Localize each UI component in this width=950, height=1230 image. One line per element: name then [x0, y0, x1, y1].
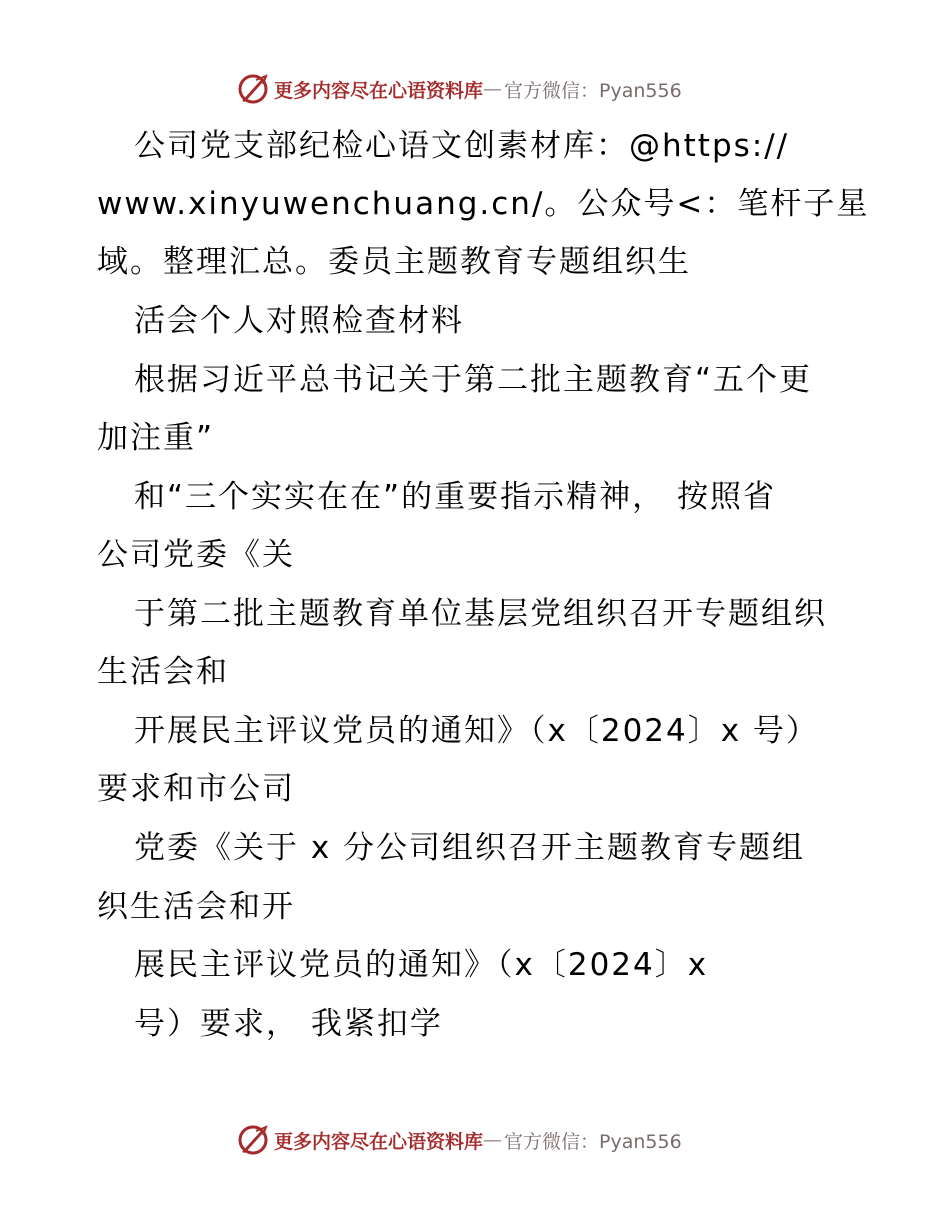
document-line: 公司党支部纪检心语文创素材库：@https://: [134, 128, 790, 164]
document-line: 域。整理汇总。委员主题教育专题组织生: [97, 244, 691, 280]
footer-banner: [236, 1123, 682, 1157]
banner-account-text: 官方微信：Pyan556: [504, 79, 682, 102]
document-line: 活会个人对照检查材料: [134, 303, 464, 339]
document-line: 要求和市公司: [97, 771, 295, 807]
document-line: 织生活会和开: [97, 889, 295, 925]
quill-pen-logo-icon: [236, 1123, 270, 1157]
document-line: www.xinyuwenchuang.cn/。公众号<：笔杆子星: [97, 186, 870, 222]
banner-main-text: 更多内容尽在心语资料库: [274, 1130, 484, 1153]
document-line: 根据习近平总书记关于第二批主题教育“五个更: [134, 362, 813, 398]
document-line: 和“三个实实在在”的重要指示精神， 按照省: [134, 479, 776, 515]
document-line: 生活会和: [97, 654, 229, 690]
document-line: 开展民主评议党员的通知》（x〔2024〕x 号）: [134, 713, 819, 749]
document-line: 加注重”: [97, 420, 215, 456]
document-line: 号）要求， 我紧扣学: [134, 1006, 443, 1042]
document-line: 公司党委《关: [97, 537, 295, 573]
banner-separator: —: [483, 78, 503, 100]
banner-separator: —: [483, 1129, 503, 1151]
banner-main-text: 更多内容尽在心语资料库: [274, 79, 484, 102]
banner-account-text: 官方微信：Pyan556: [504, 1130, 682, 1153]
document-line: 于第二批主题教育单位基层党组织召开专题组织: [134, 596, 827, 632]
document-line: 党委《关于 x 分公司组织召开主题教育专题组: [134, 830, 806, 866]
document-line: 展民主评议党员的通知》（x〔2024〕x: [134, 947, 709, 983]
